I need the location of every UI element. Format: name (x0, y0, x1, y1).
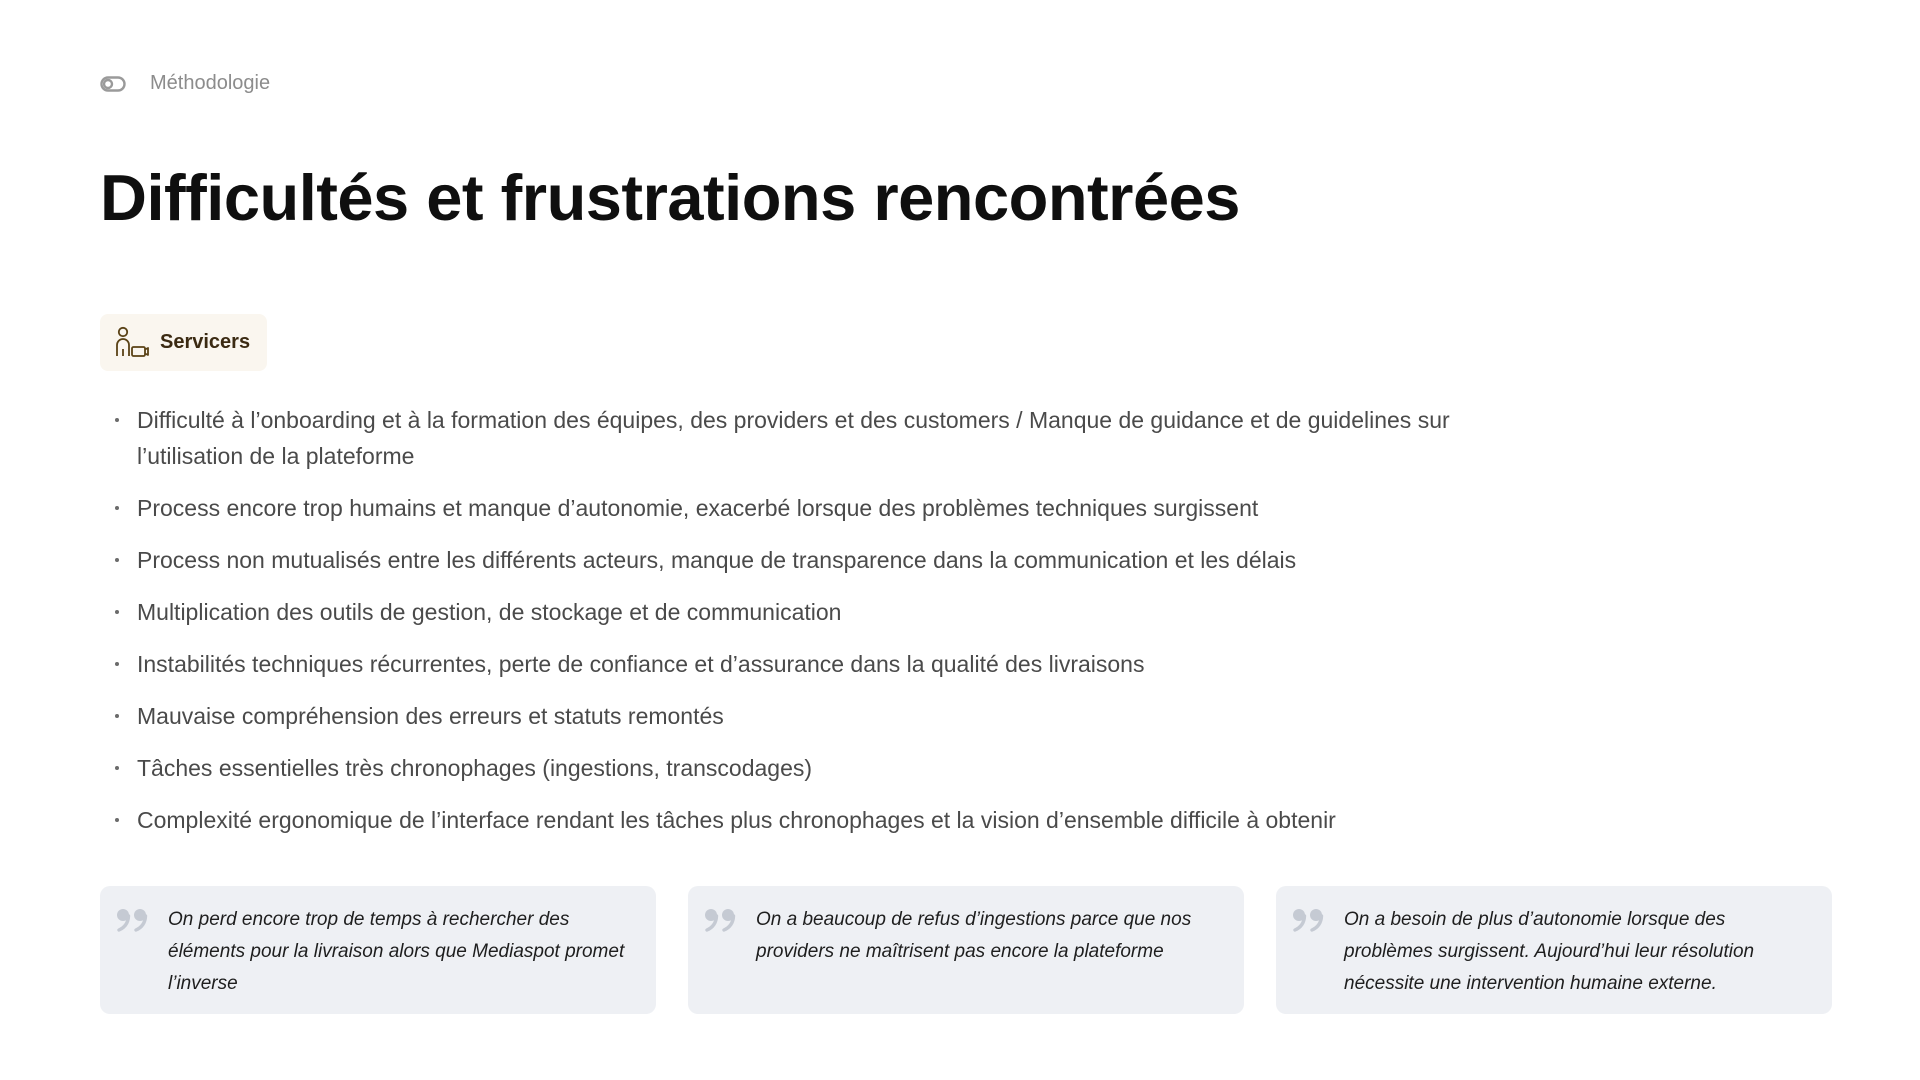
list-item (110, 594, 1560, 630)
list-item (110, 490, 1560, 526)
bullet-dot (115, 418, 119, 422)
quote-icon (116, 908, 150, 932)
list-item (110, 402, 1560, 474)
quote-icon (704, 908, 738, 932)
category-label: Servicers (160, 331, 251, 353)
list-item (110, 542, 1560, 578)
section-header (100, 72, 270, 95)
list-item-text: Instabilités techniques récurrentes, perte de confiance et d’assurance dans la qualité des livraisons (137, 651, 1145, 677)
quote-text: On a besoin de plus d’autonomie lorsque des problèmes surgissent. Aujourd’hui leur résolution nécessite une intervention humaine externe. (1344, 909, 1755, 994)
category-chip (100, 314, 267, 371)
quote-text: On a beaucoup de refus d’ingestions parce que nos providers ne maîtrisent pas encore la plateforme (756, 909, 1192, 962)
list-item-text: Process non mutualisés entre les différents acteurs, manque de transparence dans la communication et les délais (137, 547, 1297, 573)
servicer-person-icon (114, 325, 150, 361)
bullet-dot (115, 766, 119, 770)
toggle-icon (100, 76, 126, 92)
page-title: Difficultés et frustrations rencontrées (100, 161, 1240, 234)
bullet-dot (115, 714, 119, 718)
quote-card (1276, 886, 1832, 1014)
list-item-text: Process encore trop humains et manque d’autonomie, exacerbé lorsque des problèmes techniques surgissent (137, 495, 1259, 521)
list-item-text: Tâches essentielles très chronophages (ingestions, transcodages) (137, 755, 813, 781)
quote-card (688, 886, 1244, 1014)
bullet-dot (115, 558, 119, 562)
list-item (110, 698, 1560, 734)
list-item (110, 802, 1560, 838)
bullet-dot (115, 610, 119, 614)
list-item-text: Complexité ergonomique de l’interface rendant les tâches plus chronophages et la vision d’ensemble difficile à obtenir (137, 807, 1336, 833)
list-item-text: Difficulté à l’onboarding et à la formation des équipes, des providers et des customers / Manque de guidance et de guidelines sur l’utilisation de la plateforme (137, 407, 1450, 469)
list-item-text: Multiplication des outils de gestion, de stockage et de communication (137, 599, 842, 625)
quote-text: On perd encore trop de temps à rechercher des éléments pour la livraison alors que Mediaspot promet l’inverse (168, 909, 625, 994)
bullet-dot (115, 506, 119, 510)
difficulties-list (110, 402, 1560, 854)
quotes-row (100, 886, 1832, 1014)
section-label: Méthodologie (150, 72, 271, 94)
list-item-text: Mauvaise compréhension des erreurs et statuts remontés (137, 703, 724, 729)
quote-card (100, 886, 656, 1014)
list-item (110, 646, 1560, 682)
quote-icon (1292, 908, 1326, 932)
bullet-dot (115, 818, 119, 822)
bullet-dot (115, 662, 119, 666)
list-item (110, 750, 1560, 786)
